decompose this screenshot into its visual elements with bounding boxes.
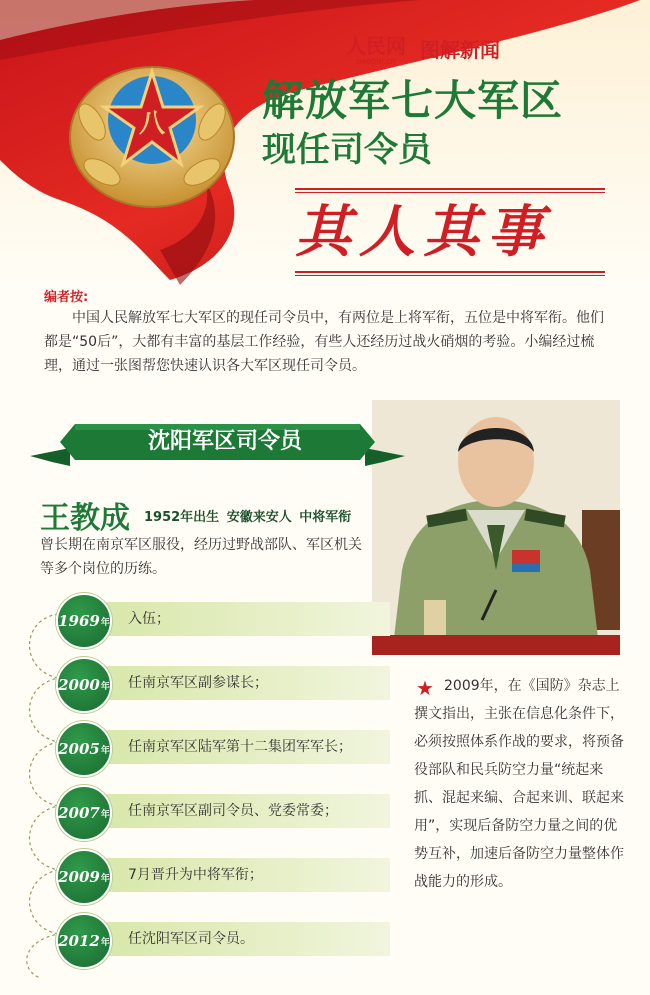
brand-people: 人民网 — [346, 34, 406, 58]
person-photo-icon — [372, 400, 620, 655]
timeline-year: 1969 — [58, 612, 100, 630]
brand-people-sub: people.cn — [356, 56, 396, 66]
header — [0, 0, 650, 290]
timeline-year-badge — [56, 849, 112, 905]
timeline-connector — [0, 600, 60, 980]
timeline-year-unit: 年 — [100, 681, 110, 692]
commander-description: 曾长期在南京军区服役，经历过野战部队、军区机关等多个岗位的历练。 — [40, 537, 362, 577]
timeline-year-badge — [56, 593, 112, 649]
title-rule-bottom-thin — [295, 275, 605, 276]
timeline-event: 入伍； — [128, 611, 170, 627]
star-icon: ★ — [416, 676, 434, 700]
title-rule-top — [295, 188, 605, 190]
timeline-event: 任沈阳军区司令员。 — [128, 931, 254, 947]
army-emblem-icon — [62, 52, 242, 212]
timeline-year: 2000 — [58, 676, 100, 694]
timeline-year-unit: 年 — [100, 873, 110, 884]
people-daily-logo — [346, 30, 406, 66]
title-line-1: 解放军七大军区 — [262, 76, 564, 125]
quote-text: 2009年，在《国防》杂志上撰文指出，主张在信息化条件下，必须按照体系作战的要求，将预备役部队和民兵防空力量“统起来抓、混起来编、合起来训、联起来用”，实现后备防空力量之间的优势互补，加速后备防空力量整体作战能力的形成。 — [414, 678, 624, 890]
timeline-year-badge — [56, 785, 112, 841]
editor-note-label: 编者按: — [44, 290, 89, 305]
commander-meta: 1952年出生 安徽来安人 中将军衔 — [144, 510, 352, 525]
title-line-3: 其人其事 — [295, 199, 551, 265]
timeline-year-badge — [56, 913, 112, 969]
timeline-year-unit: 年 — [100, 745, 110, 756]
brand-tujie: 图解新闻 — [420, 37, 500, 62]
timeline-year-unit: 年 — [100, 809, 110, 820]
timeline-year: 2005 — [58, 740, 100, 758]
timeline-event: 任南京军区副司令员、党委常委； — [128, 803, 338, 819]
svg-text:八: 八 — [138, 109, 166, 139]
title-rule-bottom — [295, 271, 605, 273]
title-line-2: 现任司令员 — [262, 130, 432, 170]
section-title: 沈阳军区司令员 — [147, 428, 302, 454]
timeline-year-badge — [56, 721, 112, 777]
commander-photo — [372, 400, 620, 655]
timeline-year-unit: 年 — [100, 617, 110, 628]
editor-note-text: 中国人民解放军七大军区的现任司令员中，有两位是上将军衔，五位是中将军衔。他们都是“50后”，大都有丰富的基层工作经验，有些人还经历过战火硝烟的考验。小编经过梳理，通过一张图帮您快速认识各大军区现任司令员。 — [44, 310, 604, 374]
timeline-year-unit: 年 — [100, 937, 110, 948]
timeline-year: 2012 — [58, 932, 100, 950]
commander-name: 王教成 — [40, 501, 130, 536]
brand-logos — [346, 30, 500, 66]
timeline-year: 2007 — [58, 804, 100, 822]
timeline-event: 7月晋升为中将军衔； — [128, 867, 263, 883]
timeline-year: 2009 — [58, 868, 100, 886]
timeline-event: 任南京军区副参谋长； — [128, 675, 268, 691]
timeline-event: 任南京军区陆军第十二集团军军长； — [128, 739, 352, 755]
title-rule-top-thin — [295, 192, 605, 193]
timeline-year-badge — [56, 657, 112, 713]
